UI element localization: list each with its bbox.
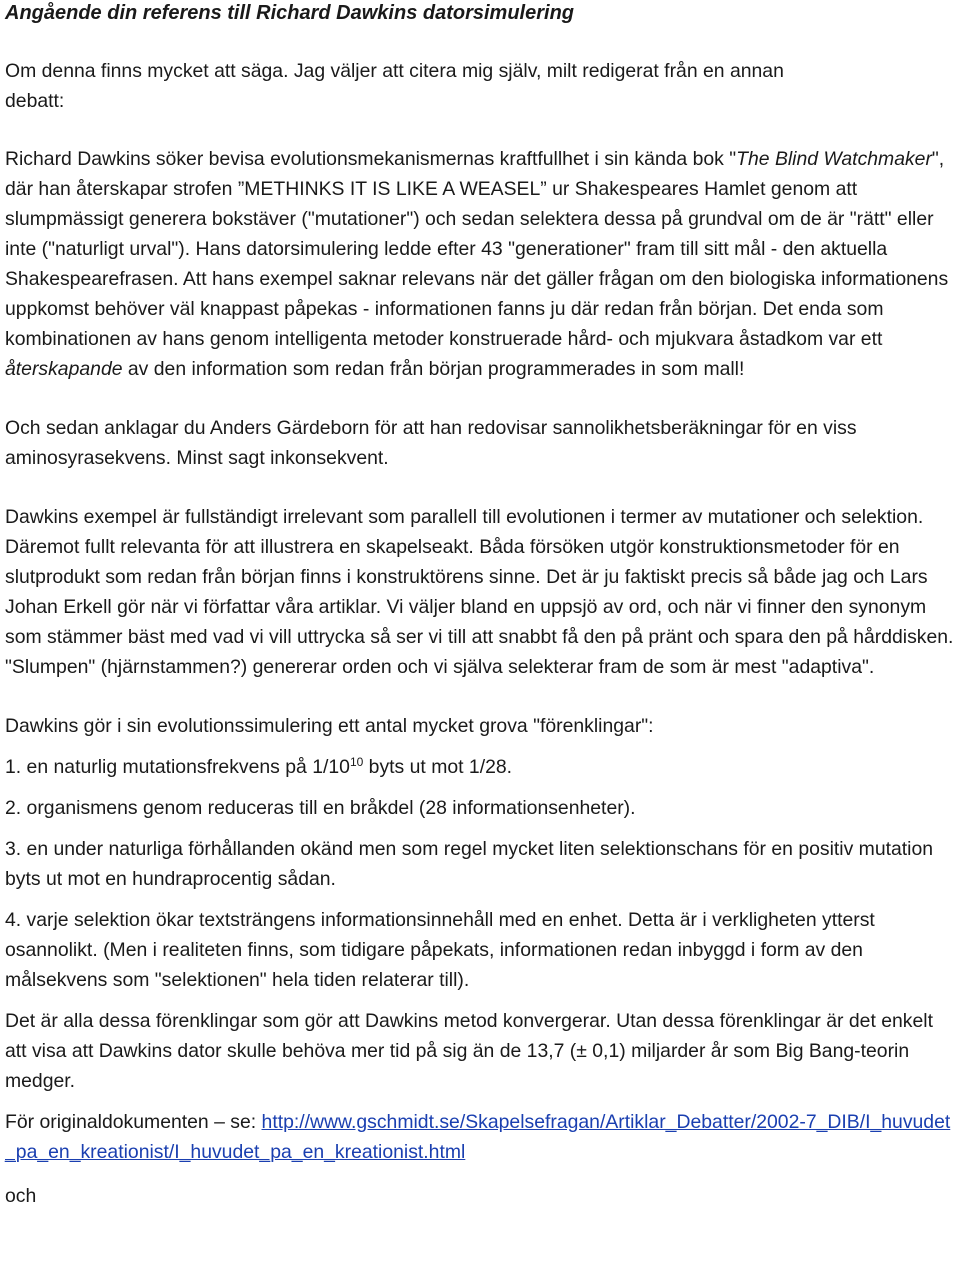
original-document-link[interactable]: http://www.gschmidt.se/Skapelsefragan/Artiklar_Debatter/2002-7_DIB/I_huvudet_pa_en_kreationist/I_huvudet_pa_en_kreationist.html (5, 1111, 951, 1163)
intro-line-1: Om denna finns mycket att säga. Jag väljer att citera mig själv, milt redigerat från en annan (5, 60, 784, 82)
intro-paragraph (5, 56, 954, 116)
book-title: The Blind Watchmaker (736, 148, 932, 170)
intro-line-2: debatt: (5, 90, 65, 112)
quote-part-3: av den information som redan från början programmerades in som mall! (122, 358, 745, 380)
list-item (5, 752, 954, 782)
document-title: Angående din referens till Richard Dawkins datorsimulering (5, 2, 575, 24)
quote-paragraph (5, 144, 954, 384)
list-item: 4. varje selektion ökar textsträngens informationsinnehåll med en enhet. Detta är i verkligheten ytterst osannolikt. (Men i realiteten finns, som tidigare påpekats, informationen redan inbyggd i form av den målsekvens som "selektionen" hela tiden relaterar till). (5, 909, 875, 991)
trailing-word: och (5, 1185, 37, 1207)
list-item-1-post: byts ut mot 1/28. (363, 756, 513, 778)
final-paragraph: Det är alla dessa förenklingar som gör att Dawkins metod konvergerar. Utan dessa förenklingar är det enkelt att visa att Dawkins dator skulle behöva mer tid på sig än de 13,7 (± 0,1) miljarder år som Big Bang-teorin medger. (5, 1010, 933, 1092)
list-item: 2. organismens genom reduceras till en bråkdel (28 informationsenheter). (5, 797, 636, 819)
original-label: För originaldokumenten – se: (5, 1111, 262, 1133)
list-item-1-pre: 1. en naturlig mutationsfrekvens på 1/10 (5, 756, 350, 778)
list-item-1-exponent: 10 (349, 755, 364, 769)
dawkins-exempel-paragraph: Dawkins exempel är fullständigt irrelevant som parallell till evolutionen i termer av mutationer och selektion. Däremot fullt relevanta för att illustrera en skapelseakt. Båda försöken utgör konstruktionsmetoder för en slutprodukt som redan från början finns i konstruktörens sinne. Det är ju faktiskt precis så både jag och Lars Johan Erkell gör när vi författar våra artiklar. Vi väljer bland en uppsjö av ord, och när vi finner den synonym som stämmer bäst med vad vi vill uttrycka så ser vi till att snabbt få den på pränt och spara den på hårddisken. "Slumpen" (hjärnstammen?) genererar orden och vi själva selekterar fram de som är mest "adaptiva". (5, 506, 954, 678)
list-item: 3. en under naturliga förhållanden okänd men som regel mycket liten selektionschans för en positiv mutation byts ut mot en hundraprocentig sådan. (5, 838, 934, 890)
quote-part-1: Richard Dawkins söker bevisa evolutionsmekanismernas kraftfullhet i sin kända bok " (5, 148, 737, 170)
original-documents-paragraph (5, 1107, 954, 1167)
dawkins-gor-paragraph: Dawkins gör i sin evolutionssimulering ett antal mycket grova "förenklingar": (5, 715, 654, 737)
och-sedan-paragraph: Och sedan anklagar du Anders Gärdeborn för att han redovisar sannolikhetsberäkningar för en viss aminosyrasekvens. Minst sagt inkonsekvent. (5, 417, 857, 469)
quote-part-2: ", där han återskapar strofen ”METHINKS IT IS LIKE A WEASEL” ur Shakespeares Hamlet genom att slumpmässigt generera bokstäver ("mutationer") och sedan selektera dessa på grundval om de är "rätt" eller inte ("naturligt urval"). Hans datorsimulering ledde efter 43 "generationer" fram till sitt mål - den aktuella Shakespearefrasen. Att hans exempel saknar relevans när det gäller frågan om den biologiska informationens uppkomst behöver väl knappast påpekas - informationen fanns ju där redan från början. Det enda som kombinationen av hans genom intelligenta metoder konstruerade hård- och mjukvara åstadkom var ett (5, 148, 949, 350)
emphasized-word: återskapande (5, 358, 123, 380)
